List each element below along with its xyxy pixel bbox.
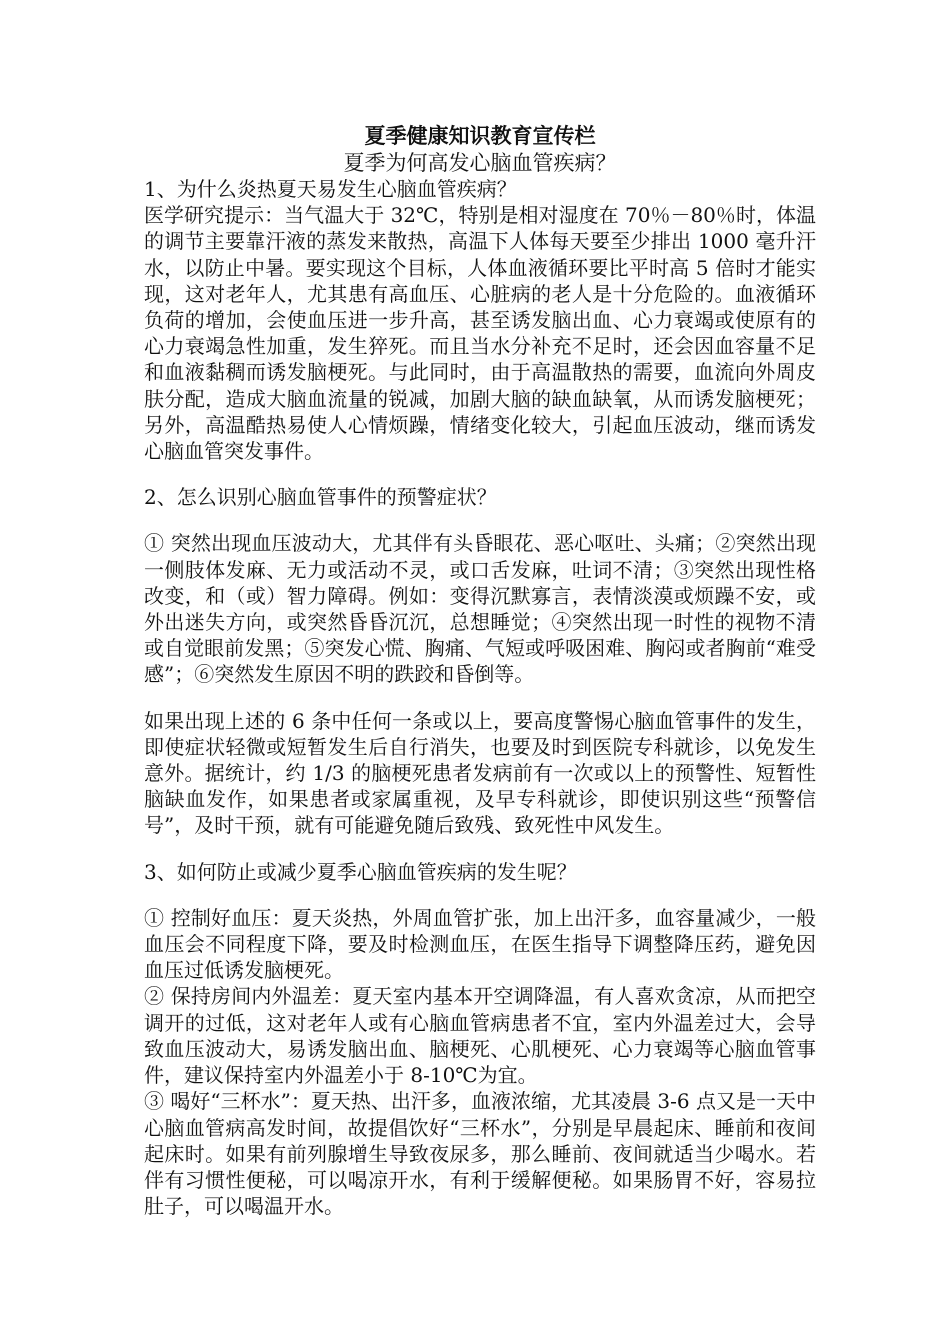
- section3-item1: ① 控制好血压：夏天炎热，外周血管扩张，加上出汗多，血容量减少，一般血压会不同程度下降，要及时检测血压，在医生指导下调整降压药，避免因血压过低诱发脑梗死。: [144, 905, 816, 983]
- section2-body: ① 突然出现血压波动大，尤其伴有头昏眼花、恶心呕吐、头痛；②突然出现一侧肢体发麻、无力或活动不灵，或口舌发麻，吐词不清；③突然出现性格改变，和（或）智力障碍。例如：变得沉默寡言，表情淡漠或烦躁不安，或外出迷失方向，或突然昏昏沉沉，总想睡觉；④突然出现一时性的视物不清或自觉眼前发黑；⑤突发心慌、胸痛、气短或呼吸困难、胸闷或者胸前“难受感”；⑥突然发生原因不明的跌跤和昏倒等。: [144, 531, 816, 687]
- document-content: [144, 122, 816, 1219]
- section1-body: 医学研究提示：当气温大于 32℃，特别是相对湿度在 70％－80％时，体温的调节主要靠汗液的蒸发来散热，高温下人体每天要至少排出 1000 毫升汗水，以防止中暑。要实现这个目标，人体血液循环要比平时高 5 倍时才能实现，这对老年人，尤其患有高血压、心脏病的老人是十分危险的。血液循环负荷的增加，会使血压进一步升高，甚至诱发脑出血、心力衰竭或使原有的心力衰竭急性加重，发生猝死。而且当水分补充不足时，还会因血容量不足和血液黏稠而诱发脑梗死。与此同时，由于高温散热的需要，血流向外周皮肤分配，造成大脑血流量的锐减，加剧大脑的缺血缺氧，从而诱发脑梗死；另外，高温酷热易使人心情烦躁，情绪变化较大，引起血压波动，继而诱发心脑血管突发事件。: [144, 203, 816, 464]
- section3-item2: ② 保持房间内外温差：夏天室内基本开空调降温，有人喜欢贪凉，从而把空调开的过低，这对老年人或有心脑血管病患者不宜，室内外温差过大，会导致血压波动大，易诱发脑出血、脑梗死、心肌梗死、心力衰竭等心脑血管事件，建议保持室内外温差小于 8-10℃为宜。: [144, 984, 816, 1088]
- section2-heading: 2、怎么识别心脑血管事件的预警症状？: [144, 485, 497, 510]
- spacer: [144, 688, 816, 708]
- section3-heading: 3、如何防止或减少夏季心脑血管疾病的发生呢？: [144, 859, 577, 884]
- document-subtitle: 夏季为何高发心脑血管疾病？: [343, 151, 617, 175]
- spacer: [144, 510, 816, 530]
- document-title: 夏季健康知识教育宣传栏: [364, 123, 596, 148]
- spacer: [144, 885, 816, 905]
- section3-item3: ③ 喝好“三杯水”：夏天热、出汗多，血液浓缩，尤其凌晨 3-6 点又是一天中心脑血管病高发时间，故提倡饮好“三杯水”，分别是早晨起床、睡前和夜间起床时。如果有前列腺增生导致夜尿多，那么睡前、夜间就适当少喝水。若伴有习惯性便秘，可以喝凉开水，有利于缓解便秘。如果肠胃不好，容易拉肚子，可以喝温开水。: [144, 1089, 816, 1219]
- section2-follow: 如果出现上述的 6 条中任何一条或以上，要高度警惕心脑血管事件的发生，即使症状轻微或短暂发生后自行消失，也要及时到医院专科就诊，以免发生意外。据统计，约 1/3 的脑梗死患者发病前有一次或以上的预警性、短暂性脑缺血发作，如果患者或家属重视，及早专科就诊，即使识别这些“预警信号”，及时干预，就有可能避免随后致残、致死性中风发生。: [144, 708, 816, 838]
- spacer: [144, 839, 816, 859]
- section1-heading: 1、为什么炎热夏天易发生心脑血管疾病？: [144, 177, 517, 201]
- spacer: [144, 464, 816, 484]
